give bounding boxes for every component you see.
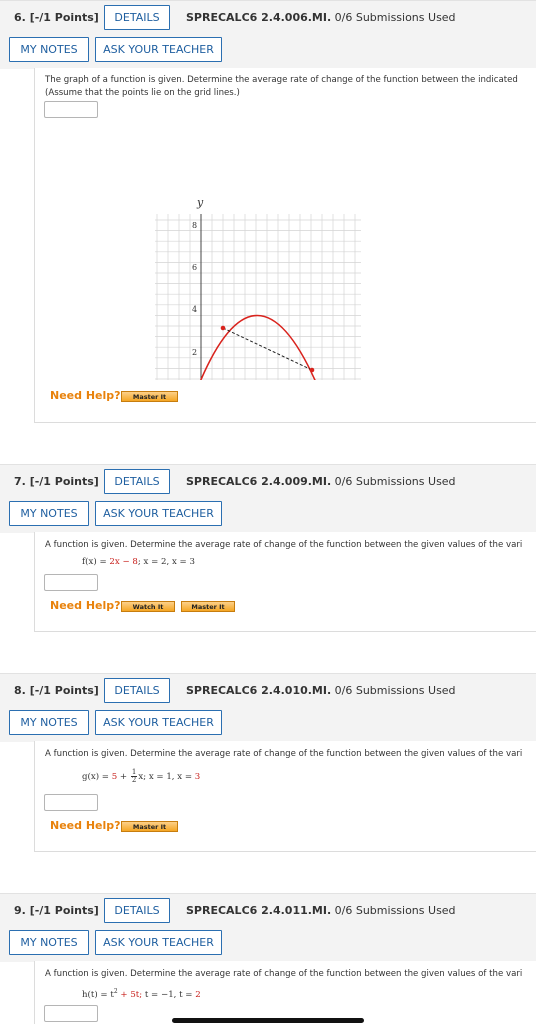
y-tick-label: 8 xyxy=(192,221,198,230)
question-6-header xyxy=(0,0,536,69)
ask-your-teacher-button[interactable]: ASK YOUR TEACHER xyxy=(95,37,222,62)
secant-point-b xyxy=(310,368,315,373)
question-6-code: SPRECALC6 2.4.006.MI. 0/6 Submissions Used xyxy=(186,11,456,24)
y-tick-label: 4 xyxy=(192,305,198,314)
ask-your-teacher-button[interactable]: ASK YOUR TEACHER xyxy=(95,710,222,735)
answer-input[interactable] xyxy=(44,574,98,591)
question-8-body xyxy=(34,741,536,852)
function-curve xyxy=(178,316,339,381)
question-6-body xyxy=(34,68,536,423)
details-button[interactable]: DETAILS xyxy=(104,898,170,923)
details-button[interactable]: DETAILS xyxy=(104,678,170,703)
ask-your-teacher-button[interactable]: ASK YOUR TEACHER xyxy=(95,501,222,526)
my-notes-button[interactable]: MY NOTES xyxy=(9,710,89,735)
ask-your-teacher-button[interactable]: ASK YOUR TEACHER xyxy=(95,930,222,955)
need-help-label: Need Help? xyxy=(50,599,121,612)
question-7-header xyxy=(0,464,536,533)
secant-point-a xyxy=(221,326,226,331)
master-it-button[interactable]: Master It xyxy=(181,601,235,612)
need-help-label: Need Help? xyxy=(50,819,121,832)
master-it-button[interactable]: Master It xyxy=(121,391,178,402)
function-formula: g(x) = 5 + $\frac{1}{2}$ x; x = 1, x = 3 xyxy=(82,768,201,784)
my-notes-button[interactable]: MY NOTES xyxy=(9,37,89,62)
question-8-header xyxy=(0,673,536,742)
question-9-code: SPRECALC6 2.4.011.MI. 0/6 Submissions Used xyxy=(186,904,456,917)
answer-input[interactable] xyxy=(44,101,98,118)
question-text: A function is given. Determine the average rate of change of the function between the given values of the vari xyxy=(45,969,523,979)
question-text: A function is given. Determine the average rate of change of the function between the given values of the vari xyxy=(45,749,523,759)
question-text: A function is given. Determine the average rate of change of the function between the given values of the vari xyxy=(45,540,523,550)
watch-it-button[interactable]: Watch It xyxy=(121,601,175,612)
function-graph xyxy=(111,130,361,380)
question-9-header xyxy=(0,893,536,962)
home-indicator xyxy=(172,1018,364,1023)
question-text-note: (Assume that the points lie on the grid lines.) xyxy=(45,88,240,98)
y-tick-label: 6 xyxy=(192,263,198,272)
grid xyxy=(155,214,361,380)
function-formula: $h(t) = t^2 + 5t$; t = −1, t = 2 xyxy=(82,988,201,1000)
question-7-body xyxy=(34,532,536,632)
my-notes-button[interactable]: MY NOTES xyxy=(9,930,89,955)
question-7-code: SPRECALC6 2.4.009.MI. 0/6 Submissions Used xyxy=(186,475,456,488)
my-notes-button[interactable]: MY NOTES xyxy=(9,501,89,526)
answer-input[interactable] xyxy=(44,794,98,811)
question-9-number: 9. [-/1 Points] xyxy=(14,904,99,917)
question-8-code: SPRECALC6 2.4.010.MI. 0/6 Submissions Used xyxy=(186,684,456,697)
question-text: The graph of a function is given. Determine the average rate of change of the function between the indicated xyxy=(45,75,518,85)
details-button[interactable]: DETAILS xyxy=(104,5,170,30)
function-formula: f(x) = 2x − 8; x = 2, x = 3 xyxy=(82,557,195,567)
details-button[interactable]: DETAILS xyxy=(104,469,170,494)
master-it-button[interactable]: Master It xyxy=(121,821,178,832)
question-9-body xyxy=(34,961,536,1024)
question-6-number: 6. [-/1 Points] xyxy=(14,11,99,24)
y-axis-label: y xyxy=(197,196,204,209)
answer-input[interactable] xyxy=(44,1005,98,1022)
question-7-number: 7. [-/1 Points] xyxy=(14,475,99,488)
y-tick-label: 2 xyxy=(192,348,198,357)
need-help-label: Need Help? xyxy=(50,389,121,402)
question-8-number: 8. [-/1 Points] xyxy=(14,684,99,697)
